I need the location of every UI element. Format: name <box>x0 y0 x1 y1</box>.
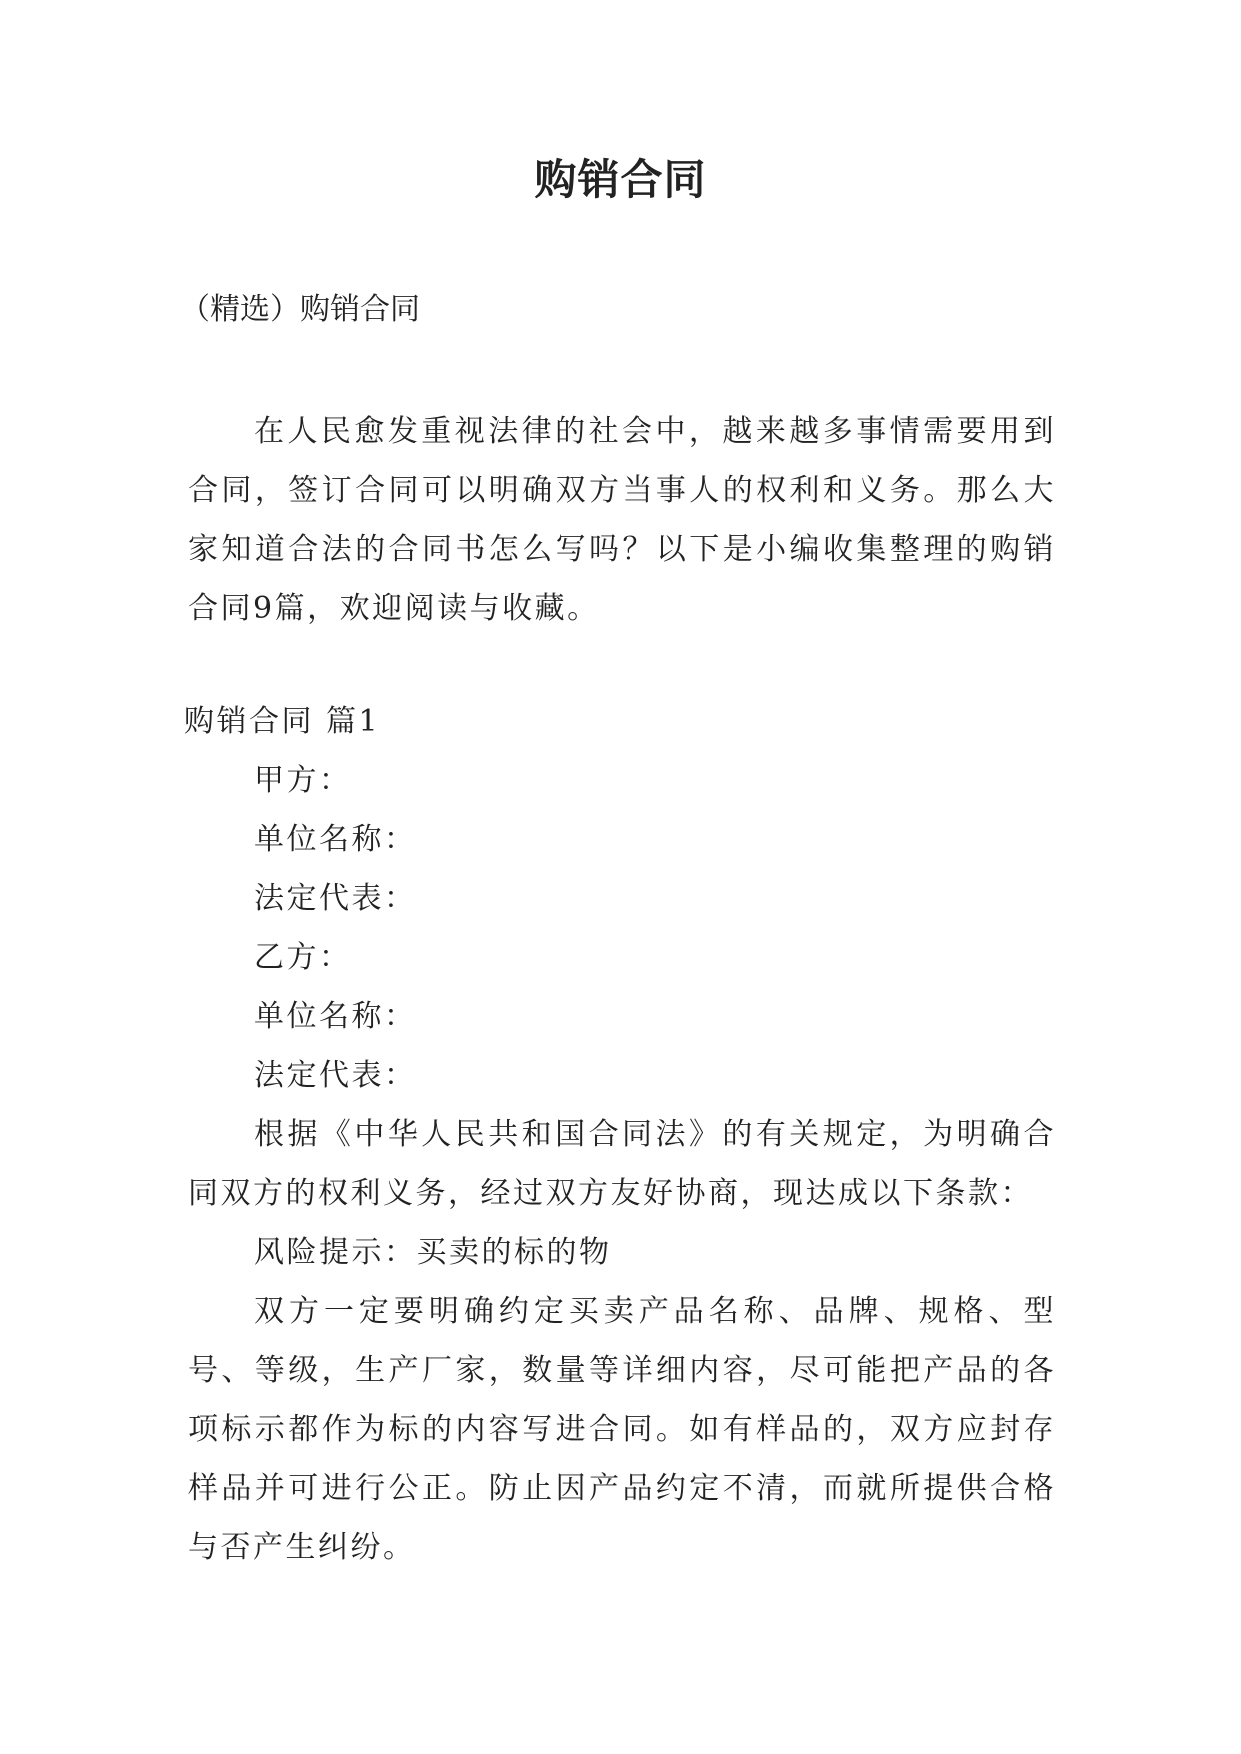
party-a-label: 甲方： <box>254 763 352 798</box>
intro-paragraph: 在人民愈发重视法律的社会中，越来越多事情需要用到合同，签订合同可以明确双方当事人的权利和义务。那么大家知道合法的合同书怎么写吗？以下是小编收集整理的购销合同9篇，欢迎阅读与收藏。 <box>188 414 1056 626</box>
party-a-legal-representative: 法定代表： <box>254 881 417 916</box>
party-b-legal-representative: 法定代表： <box>254 1058 417 1093</box>
document-subtitle: （精选）购销合同 <box>180 292 420 327</box>
risk-tip: 风险提示：买卖的标的物 <box>254 1235 612 1270</box>
party-b-company-name: 单位名称： <box>254 999 417 1034</box>
section-heading: 购销合同 篇1 <box>184 704 381 739</box>
intro-block <box>188 402 1056 638</box>
risk-paragraph: 双方一定要明确约定买卖产品名称、品牌、规格、型号、等级，生产厂家，数量等详细内容，尽可能把产品的各项标示都作为标的内容写进合同。如有样品的，双方应封存样品并可进行公正。防止因产品约定不清，而就所提供合格与否产生纠纷。 <box>188 1294 1056 1565</box>
party-a-company-name: 单位名称： <box>254 822 417 857</box>
party-b-label: 乙方： <box>254 940 352 975</box>
section-block <box>184 692 1056 1577</box>
document-title: 购销合同 <box>534 155 707 204</box>
law-paragraph: 根据《中华人民共和国合同法》的有关规定，为明确合同双方的权利义务，经过双方友好协商，现达成以下条款： <box>188 1117 1056 1211</box>
